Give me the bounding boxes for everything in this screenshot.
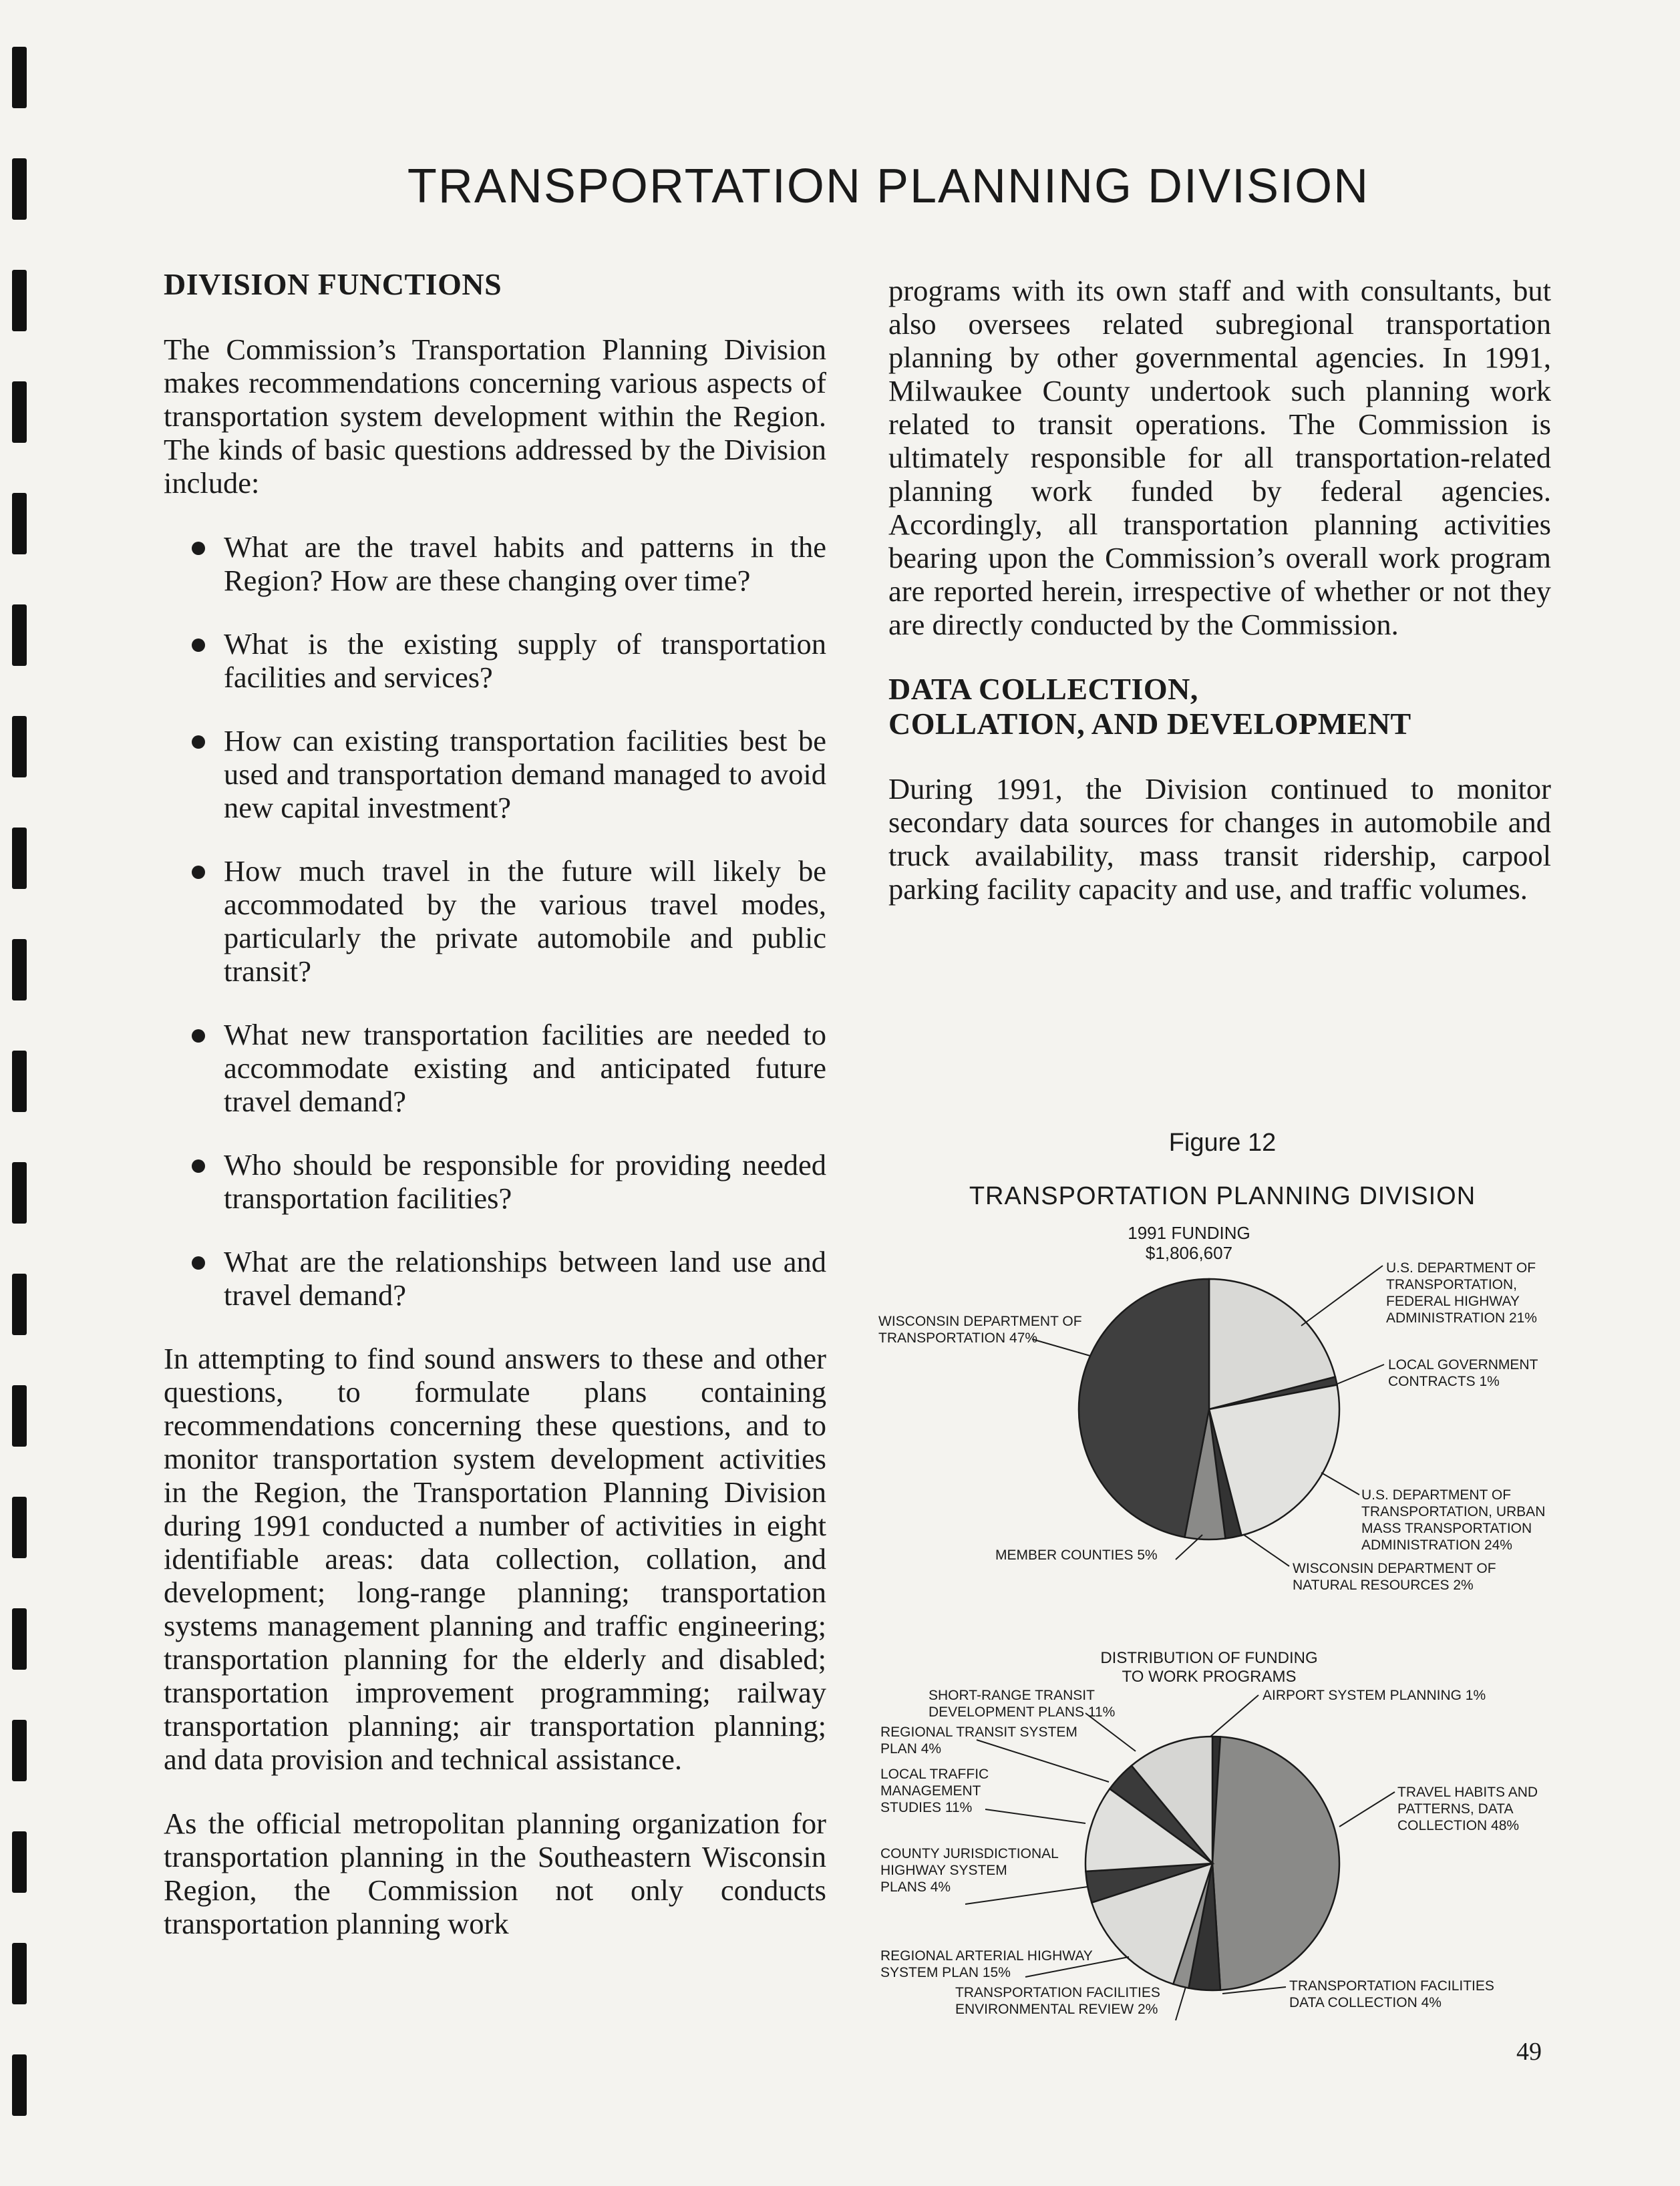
slice-label: LOCAL TRAFFIC	[880, 1767, 989, 1782]
slice-label: TRANSPORTATION FACILITIES	[1289, 1978, 1494, 1994]
slice-label: STUDIES 11%	[880, 1800, 973, 1815]
slice-label: TRANSPORTATION FACILITIES	[955, 1985, 1160, 2000]
leader-line	[1301, 1266, 1383, 1326]
slice-label: MANAGEMENT	[880, 1783, 981, 1799]
leader-line	[1337, 1364, 1384, 1384]
leader-line	[1210, 1695, 1258, 1737]
leader-line	[1244, 1535, 1289, 1566]
slice-label: DATA COLLECTION 4%	[1289, 1995, 1442, 2010]
slice-label: TRANSPORTATION,	[1386, 1277, 1518, 1292]
slice-label: TRANSPORTATION, URBAN	[1361, 1504, 1546, 1519]
slice-label: PATTERNS, DATA	[1397, 1801, 1514, 1817]
slice-label: MASS TRANSPORTATION	[1361, 1521, 1532, 1536]
figure-number: Figure 12	[1168, 1129, 1277, 1157]
list-item: What are the travel habits and patterns in the Region? How are these changing over time?	[164, 530, 826, 597]
slice-label: LOCAL GOVERNMENT	[1388, 1357, 1538, 1373]
figure-title: TRANSPORTATION PLANNING DIVISION	[969, 1182, 1476, 1210]
leader-line	[977, 1740, 1109, 1782]
slice-label: FEDERAL HIGHWAY	[1386, 1294, 1520, 1309]
slice-label: COLLECTION 48%	[1397, 1818, 1520, 1833]
slice-label: U.S. DEPARTMENT OF	[1361, 1487, 1512, 1503]
list-item: How much travel in the future will likely be accommodated by the various travel modes, particularly the private automobile and public transit?	[164, 854, 826, 988]
continued-paragraph: programs with its own staff and with consultants, but also oversees related subregional transportation planning by other governmental agencies. In 1991, Milwaukee County undertook such planning work related to transit operations. The Commission is ultimately responsible for all transportation-related planning work funded by federal agencies. Accordingly, all transportation planning activities bearing upon the Commission’s overall work program are reported herein, irrespective of whether or not they are directly conducted by the Commission.	[888, 274, 1551, 641]
slice-label: PLANS 4%	[880, 1879, 951, 1895]
leader-line	[1176, 1987, 1186, 2020]
list-item: What new transportation facilities are needed to accommodate existing and anticipated future travel demand?	[164, 1018, 826, 1118]
intro-paragraph: The Commission’s Transportation Planning Division makes recommendations concerning various aspects of transportation system development within the Region. The kinds of basic questions addressed by the Division include:	[164, 333, 826, 500]
data-collection-paragraph: During 1991, the Division continued to monitor secondary data sources for changes in automobile and truck availability, mass transit ridership, carpool parking facility capacity and use, and traffic volumes.	[888, 772, 1551, 906]
chart-title: 1991 FUNDING	[1128, 1223, 1250, 1243]
slice-label: COUNTY JURISDICTIONAL	[880, 1846, 1059, 1861]
slice-label: ADMINISTRATION 24%	[1361, 1537, 1512, 1553]
slice-label: PLAN 4%	[880, 1741, 942, 1757]
slice-label: ADMINISTRATION 21%	[1386, 1310, 1537, 1326]
page-title: TRANSPORTATION PLANNING DIVISION	[407, 160, 1370, 213]
slice-label: SHORT-RANGE TRANSIT	[929, 1688, 1095, 1703]
slice-label: AIRPORT SYSTEM PLANNING 1%	[1263, 1688, 1486, 1703]
slice-label: MEMBER COUNTIES 5%	[995, 1547, 1158, 1563]
leader-line	[1032, 1339, 1090, 1356]
mpo-paragraph: As the official metropolitan planning organization for transportation planning in the Southeastern Wisconsin Region, the Commission not only conducts transportation planning work	[164, 1807, 826, 1940]
list-item: Who should be responsible for providing needed transportation facilities?	[164, 1148, 826, 1215]
slice-label: WISCONSIN DEPARTMENT OF	[878, 1314, 1082, 1329]
list-item: What is the existing supply of transportation facilities and services?	[164, 627, 826, 694]
page-number: 49	[1516, 2038, 1542, 2066]
division-functions-heading: DIVISION FUNCTIONS	[164, 267, 502, 301]
chart-subtitle: TO WORK PROGRAMS	[1122, 1668, 1297, 1686]
pie-slice	[1079, 1279, 1209, 1537]
slice-label: TRANSPORTATION 47%	[878, 1330, 1038, 1346]
list-item: What are the relationships between land use and travel demand?	[164, 1245, 826, 1312]
slice-label: SYSTEM PLAN 15%	[880, 1965, 1011, 1980]
slice-label: U.S. DEPARTMENT OF	[1386, 1260, 1536, 1276]
slice-label: WISCONSIN DEPARTMENT OF	[1293, 1561, 1496, 1576]
chart-title: DISTRIBUTION OF FUNDING	[1100, 1649, 1318, 1667]
slice-label: DEVELOPMENT PLANS 11%	[929, 1704, 1116, 1720]
leader-line	[1321, 1473, 1359, 1495]
chart-subtitle: $1,806,607	[1145, 1243, 1233, 1263]
slice-label: REGIONAL TRANSIT SYSTEM	[880, 1724, 1077, 1740]
pie-slice	[1212, 1737, 1339, 1990]
slice-label: HIGHWAY SYSTEM	[880, 1863, 1007, 1878]
list-item: How can existing transportation facilities best be used and transportation demand managed to avoid new capital investment?	[164, 724, 826, 824]
leader-line	[965, 1887, 1087, 1904]
slice-label: TRAVEL HABITS AND	[1397, 1785, 1538, 1800]
slice-label: ENVIRONMENTAL REVIEW 2%	[955, 2002, 1158, 2017]
activities-paragraph: In attempting to find sound answers to these and other questions, to formulate plans containing recommendations concerning these questions, and to monitor transportation system development activities in the Region, the Transportation Planning Division during 1991 conducted a number of activities in eight identifiable areas: data collection, collation, and development; long-range planning; transportation systems management planning and traffic engineering; transportation planning for the elderly and disabled; transportation improvement programming; railway transportation planning; air transportation planning; and data provision and technical assistance.	[164, 1342, 826, 1776]
data-collection-heading: DATA COLLECTION, COLLATION, AND DEVELOPMENT	[888, 672, 1411, 741]
leader-line	[1339, 1792, 1395, 1827]
slice-label: CONTRACTS 1%	[1388, 1374, 1500, 1389]
leader-line	[985, 1809, 1085, 1823]
slice-label: NATURAL RESOURCES 2%	[1293, 1578, 1474, 1593]
slice-label: REGIONAL ARTERIAL HIGHWAY	[880, 1948, 1093, 1964]
